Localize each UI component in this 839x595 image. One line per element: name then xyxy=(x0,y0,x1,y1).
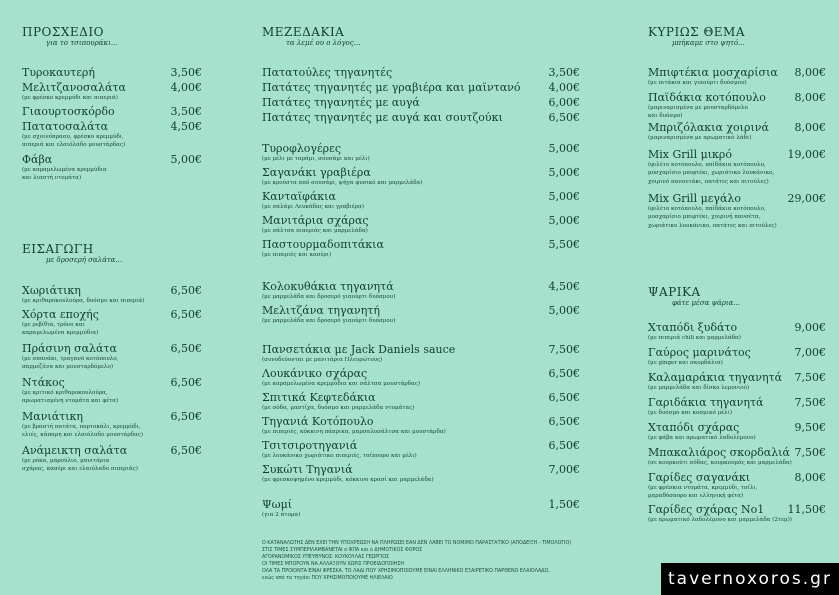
menu-item xyxy=(262,142,580,163)
item-description: (με μαρμελάδα και δροσερό γιαούρτι δυόσμου) xyxy=(262,294,396,300)
item-description: (με φάβα και αρωματικό λαδολέμονο) xyxy=(648,435,756,441)
item-name: Μπακαλιάρος σκορδαλιά xyxy=(648,446,790,459)
menu-item xyxy=(22,66,202,79)
item-price: 19,00€ xyxy=(787,148,826,161)
item-name: Μελιτζάνα τηγανητή xyxy=(262,304,380,317)
menu-item xyxy=(262,111,580,124)
item-description: (με σχοινόπρασο, φρέσκο κρεμμύδι, xyxy=(22,134,124,140)
menu-item xyxy=(22,105,202,118)
item-name: Πατατοσαλάτα xyxy=(22,120,109,133)
menu-item xyxy=(262,214,580,235)
item-name: Λουκάνικο σχάρας xyxy=(262,367,368,380)
menu-item xyxy=(648,421,826,442)
item-price: 1,50€ xyxy=(548,498,580,511)
menu-item xyxy=(648,503,826,524)
item-description: (φιλέτο κοτόπουλο, παϊδάκια κοτόπουλο, xyxy=(648,162,766,168)
menu-item xyxy=(648,148,826,186)
item-description: (με βραστή πατάτα, πορτοκάλι, κρεμμύδι, xyxy=(22,424,141,430)
item-description: (με ρεβίθια, τρόνο και xyxy=(22,322,85,328)
menu-item xyxy=(262,190,580,211)
item-name: Παϊδάκια κοτόπουλο xyxy=(648,91,766,104)
item-description: (με φρέσκια ντομάτα, κρεμμύδι, τσίλι, xyxy=(648,485,758,491)
item-price: 6,50€ xyxy=(548,391,580,404)
item-price: 6,50€ xyxy=(548,415,580,428)
item-description: χοιρινό πανσετάκι, πατάτες και πιτούλες) xyxy=(648,178,769,185)
site-watermark: tavernoxoros.gr xyxy=(661,563,839,595)
item-name: Σπιτικά Κεφτεδάκια xyxy=(262,391,376,404)
menu-item xyxy=(648,321,826,342)
item-description: παρμεζάνα και μουσταρδόμελο) xyxy=(22,364,114,371)
item-price: 5,00€ xyxy=(548,142,580,155)
item-price: 6,50€ xyxy=(548,367,580,380)
item-price: 5,00€ xyxy=(548,190,580,203)
item-description: (με δυόσμο και κοσμικό μέλι) xyxy=(648,410,733,416)
section-header-psarika xyxy=(648,286,826,308)
item-description: (με μέλι με ταράμι, σουσάμι και μέλι) xyxy=(262,156,370,162)
menu-item xyxy=(22,410,202,440)
menu-item xyxy=(22,376,202,406)
section-title: ΨΑΡΙΚΑ xyxy=(648,285,701,299)
section-title: ΜΕΖΕΔΑΚΙΑ xyxy=(262,25,345,39)
item-name: Τηγανιά Κοτόπουλο xyxy=(262,415,374,428)
menu-item xyxy=(22,444,202,474)
item-name: Σαγανάκι γραβιέρα xyxy=(262,166,371,179)
item-price: 6,50€ xyxy=(170,284,202,297)
item-description: (με κριθαροκουλούρα, δυόσμο και πιπεριά) xyxy=(22,298,145,304)
item-name: Κολοκυθάκια τηγανητά xyxy=(262,280,394,293)
item-description: (με ρόκα, μαρούλιο, μανιτάρια xyxy=(22,458,110,464)
item-name: Πατάτες τηγανητές με αυγά xyxy=(262,96,420,109)
item-price: 5,50€ xyxy=(548,238,580,251)
item-name: Πατάτες τηγανητές με αυγά και σουτζούκι xyxy=(262,111,503,124)
menu-item xyxy=(262,280,580,301)
item-name: Καλαμαράκια τηγανητά xyxy=(648,371,783,384)
item-name: Χωριάτικη xyxy=(22,284,81,297)
item-price: 11,50€ xyxy=(787,503,826,516)
item-name: Πράσινη σαλάτα xyxy=(22,342,117,355)
item-name: Χόρτα εποχής xyxy=(22,308,99,321)
item-name: Ψωμί xyxy=(262,498,293,511)
item-description: (με σπανάκι, τραγανό κοτόπουλο, xyxy=(22,356,119,362)
item-description: (με σάλτσα πιπεριάς και μαρμελάδα) xyxy=(262,228,368,234)
menu-item xyxy=(648,346,826,367)
menu-item xyxy=(262,81,580,94)
item-name: Ντάκος xyxy=(22,376,65,389)
menu-item xyxy=(648,446,826,467)
item-description: (με πιπεριά chili και μαρμελάδα) xyxy=(648,335,741,341)
footer-line: ΣΤΙΣ ΤΙΜΕΣ ΣΥΜΠΕΡΙΛΑΜΒΑΝΕΤΑΙ ο ΦΠΑ και ο ΔΗΜΟΤΙΚΟΣ ΦΟΡΟΣ xyxy=(262,547,423,553)
menu-item xyxy=(262,439,580,460)
item-description: αρωματισμένη ντομάτα και φέτα) xyxy=(22,398,119,405)
item-description: χωριάτικο λουκάνικο, πατάτες και πιτούλες) xyxy=(648,222,777,229)
item-description: (με αρωματικό λαδολέμονο και μαρμελάδα (2τεμ)) xyxy=(648,517,792,523)
menu-item xyxy=(262,66,580,79)
footer-line: ΟΛΑ ΤΑ ΠΡΟΙΟΝΤΑ ΕΙΝΑΙ ΦΡΕΣΚΑ, ΤΟ ΛΑΔΙ ΠΟΥ ΧΡΗΣΙΜΟΠΟΙΟΥΜΕ ΕΙΝΑΙ ΕΛΛΗΝΙΚΟ ΕΞΑΙΡΕΤΙΚΟ ΠΑΡΘΕΝΟ ΕΛΑΙΟΛΑΔΟ, xyxy=(262,568,550,574)
item-name: Μανιάτικη xyxy=(22,410,83,423)
item-description: (με κριτικό κριθαροκουλούρα, xyxy=(22,390,108,396)
item-name: Πατατούλες τηγανητές xyxy=(262,66,393,79)
menu-item xyxy=(648,91,826,121)
item-description: (με φρεσκοψημένο κρεμμύδι, κόκκινο κρασί και μαρμελάδα) xyxy=(262,477,434,483)
item-price: 4,50€ xyxy=(548,280,580,293)
item-price: 4,00€ xyxy=(548,81,580,94)
menu-item xyxy=(22,120,202,150)
item-name: Κανταϊφάκια xyxy=(262,190,336,203)
menu-item xyxy=(262,367,580,388)
menu-item xyxy=(648,471,826,501)
item-name: Τυροφλογέρες xyxy=(262,142,342,155)
menu-item xyxy=(648,371,826,392)
item-price: 6,00€ xyxy=(548,96,580,109)
section-title: ΚΥΡΙΩΣ ΘΕΜΑ xyxy=(648,25,745,39)
item-price: 3,50€ xyxy=(170,66,202,79)
item-description: (με κρούστα από σουσάμι, ψήγα φυσικό και μαρμελάδα) xyxy=(262,180,423,186)
section-subtitle: με δροσερή σαλάτα... xyxy=(46,256,123,264)
item-name: Mix Grill μικρό xyxy=(648,148,733,161)
item-description: (με σαλάμι Λευκάδας και γραβιέρα) xyxy=(262,204,364,210)
menu-item xyxy=(262,96,580,109)
footer-line: ΑΓΟΡΑΝΟΜΙΚΟΣ ΥΠΕΥΘΥΝΟΣ: ΚΟΥΚΟΥΛΑΣ ΓΕΩΡΓΙΟΣ xyxy=(262,554,390,560)
section-subtitle: τα λεμέ ου ο λόγος... xyxy=(286,39,361,47)
item-description: (με πιτάκια και γιαούρτι δυόσμου) xyxy=(648,80,747,86)
item-price: 29,00€ xyxy=(787,192,826,205)
menu-item xyxy=(648,66,826,87)
menu-item xyxy=(648,192,826,230)
menu-item xyxy=(22,342,202,372)
menu-item xyxy=(262,463,580,484)
menu-item xyxy=(262,304,580,325)
footer-line: Ο ΚΑΤΑΝΑΛΩΤΗΣ ΔΕΝ ΕΧΕΙ ΤΗΝ ΥΠΟΧΡΕΩΣΗ ΝΑ ΠΛΗΡΩΣΕΙ ΕΑΝ ΔΕΝ ΛΑΒΕΙ ΤΟ ΝΟΜΙΜΟ ΠΑΡΑΣΤΑΤΙΚΟ (ΑΠΟΔΕΙΞΗ - ΤΙΜΟΛΟΓΙΟ) xyxy=(262,541,572,546)
section-header-prosxedio xyxy=(22,26,202,48)
item-description: ελιές, κάπαρη και ελαιόλαδο μουστάρδας) xyxy=(22,432,144,439)
item-description: (με καραμελωμένα κρεμμύδια και σάλτσα μουστάρδας) xyxy=(262,381,421,387)
menu-item xyxy=(262,343,580,364)
item-description: (μαριναρισμένα με αρωματικό λάδι) xyxy=(648,135,752,141)
item-price: 6,50€ xyxy=(170,308,202,321)
item-description: (με πιπεριές, κόκκινη πάπρικα, μαρσαλοσάλτσα και μουστάρδα) xyxy=(262,429,446,435)
item-name: Γαύρος μαρινάτος xyxy=(648,346,751,359)
item-price: 5,00€ xyxy=(548,304,580,317)
item-price: 4,00€ xyxy=(170,81,202,94)
item-price: 9,00€ xyxy=(794,321,826,334)
item-name: Τυροκαυτερή xyxy=(22,66,95,79)
section-subtitle: για το τσιπουράκι... xyxy=(46,39,118,47)
item-price: 6,50€ xyxy=(170,444,202,457)
item-name: Μπριζόλακια χοιρινά xyxy=(648,121,769,134)
item-price: 3,50€ xyxy=(170,105,202,118)
item-name: Γαριδάκια τηγανητά xyxy=(648,396,764,409)
item-description: και λιαστή ντομάτα) xyxy=(22,175,82,182)
item-name: Παστουρμαδοπιτάκια xyxy=(262,238,384,251)
item-description: (με φρέσκο κρεμμύδι και πιπεριά) xyxy=(22,95,118,101)
menu-item xyxy=(648,396,826,417)
item-price: 6,50€ xyxy=(170,376,202,389)
item-description: (με σόδα, μαστίχα, δυόσμο και μαρμελάδα ντομάτας) xyxy=(262,405,415,411)
item-description: και δυόσμο) xyxy=(648,113,683,120)
item-price: 6,50€ xyxy=(548,439,580,452)
item-description: (με μαρμελάδα και δίσκο λεμονιού) xyxy=(648,385,750,391)
item-price: 5,00€ xyxy=(170,153,202,166)
item-price: 7,00€ xyxy=(548,463,580,476)
item-price: 4,50€ xyxy=(170,120,202,133)
section-header-eisagogi xyxy=(22,243,202,265)
item-description: (σε κουρκούτι σόδας, κουρκουμάς και μαρμελάδα) xyxy=(648,460,792,466)
item-price: 8,00€ xyxy=(794,471,826,484)
item-price: 7,50€ xyxy=(794,396,826,409)
item-name: Μανιτάρια σχάρας xyxy=(262,214,369,227)
section-header-kyrios-thema xyxy=(648,26,826,48)
item-name: Πατάτες τηγανητές με γραβιέρα και μαϊντανό xyxy=(262,81,521,94)
item-price: 3,50€ xyxy=(548,66,580,79)
item-description: (με πιπεριές και κασέρι) xyxy=(262,252,332,258)
menu-item xyxy=(22,153,202,183)
item-price: 8,00€ xyxy=(794,91,826,104)
menu-item xyxy=(262,238,580,259)
legal-footer xyxy=(262,541,622,582)
item-name: Πανσετάκια με Jack Daniels sauce xyxy=(262,343,456,356)
item-price: 7,50€ xyxy=(548,343,580,356)
item-description: μοσχαρίσιο μπιφτέκι, χωριάτικο λουκάνικο, xyxy=(648,170,775,177)
item-price: 9,50€ xyxy=(794,421,826,434)
section-subtitle: μπήκαμε στο ψητό... xyxy=(672,39,745,47)
item-description: καραμελωμένα κρεμμύδια) xyxy=(22,330,99,337)
item-price: 6,50€ xyxy=(548,111,580,124)
item-name: Τσιτσιροτηγανιά xyxy=(262,439,358,452)
item-description: πιπεριά και ελαιόλαδο μουστάρδας) xyxy=(22,142,126,149)
item-price: 6,50€ xyxy=(170,342,202,355)
menu-item xyxy=(262,166,580,187)
item-name: Γιαουρτοσκόρδο xyxy=(22,105,115,118)
item-name: Χταπόδι σχάρας xyxy=(648,421,740,434)
item-description: (φιλέτο κοτόπουλο, παϊδάκια κοτόπουλο, xyxy=(648,206,766,212)
item-description: (συνοδεύονται με μανιτάρια Πλευρώτους) xyxy=(262,357,383,363)
item-description: (με καραμελωμένα κρεμμύδια xyxy=(22,167,107,173)
item-name: Mix Grill μεγάλο xyxy=(648,192,742,205)
item-name: Χταπόδι ξυδάτο xyxy=(648,321,738,334)
item-description: σχάρας, κασέρι και ελαιόλαδο πιπεριάς) xyxy=(22,466,138,473)
section-title: ΠΡΟΣΧΕΔΙΟ xyxy=(22,25,104,39)
menu-item xyxy=(22,308,202,338)
item-name: Φάβα xyxy=(22,153,53,166)
menu-item xyxy=(262,391,580,412)
menu-item xyxy=(262,415,580,436)
item-description: (για 2 άτομα) xyxy=(262,512,301,518)
item-name: Γαρίδες σχάρας Νο1 xyxy=(648,503,765,516)
section-header-mezedakia xyxy=(262,26,580,48)
item-description: μοσχαρίσιο μπιφτέκι, χοιρινή πανσέτα, xyxy=(648,214,761,221)
footer-line: ενώς από τα τηγάνι ΠΟΥ ΧΡΗΣΙΜΟΠΟΙΟΥΜΕ ΗΛΙΕΛΑΙΟ xyxy=(262,575,393,581)
item-price: 6,50€ xyxy=(170,410,202,423)
item-description: μαραθόσπορο και ελληνική φέτα) xyxy=(648,493,744,500)
item-name: Μπιφτέκια μοσχαρίσια xyxy=(648,66,778,79)
item-name: Γαρίδες σαγανάκι xyxy=(648,471,751,484)
item-description: (με λουκάνικο χωριάτικο πιπεριές, τσίπουρο και μέλι) xyxy=(262,453,417,459)
item-price: 5,00€ xyxy=(548,166,580,179)
item-price: 7,50€ xyxy=(794,371,826,384)
section-title: ΕΙΣΑΓΩΓΗ xyxy=(22,242,94,256)
item-price: 8,00€ xyxy=(794,121,826,134)
section-subtitle: φάτε μέσα ψάρια... xyxy=(672,299,740,307)
item-price: 7,50€ xyxy=(794,446,826,459)
item-price: 7,00€ xyxy=(794,346,826,359)
menu-item xyxy=(22,81,202,102)
item-price: 8,00€ xyxy=(794,66,826,79)
item-description: (με μαρμελάδα και δροσερό γιαούρτι δυόσμου) xyxy=(262,318,396,324)
menu-item xyxy=(648,121,826,142)
footer-line: ΟΙ ΤΙΜΕΣ ΜΠΟΡΟΥΝ ΝΑ ΑΛΛΑΞΟΥΝ ΧΩΡΙΣ ΠΡΟΕΙΔΟΠΟΙΗΣΗ xyxy=(262,561,405,567)
menu-item xyxy=(22,284,202,305)
item-description: (μαριναρισμένα με μουσταρδόμελο xyxy=(648,105,748,111)
item-price: 5,00€ xyxy=(548,214,580,227)
item-name: Συκώτι Τηγανιά xyxy=(262,463,353,476)
menu-item xyxy=(262,498,580,519)
item-name: Ανάμεικτη σαλάτα xyxy=(22,444,128,457)
item-name: Μελιτζανοσαλάτα xyxy=(22,81,126,94)
item-description: (με ginger και σκορδάλια) xyxy=(648,360,723,366)
